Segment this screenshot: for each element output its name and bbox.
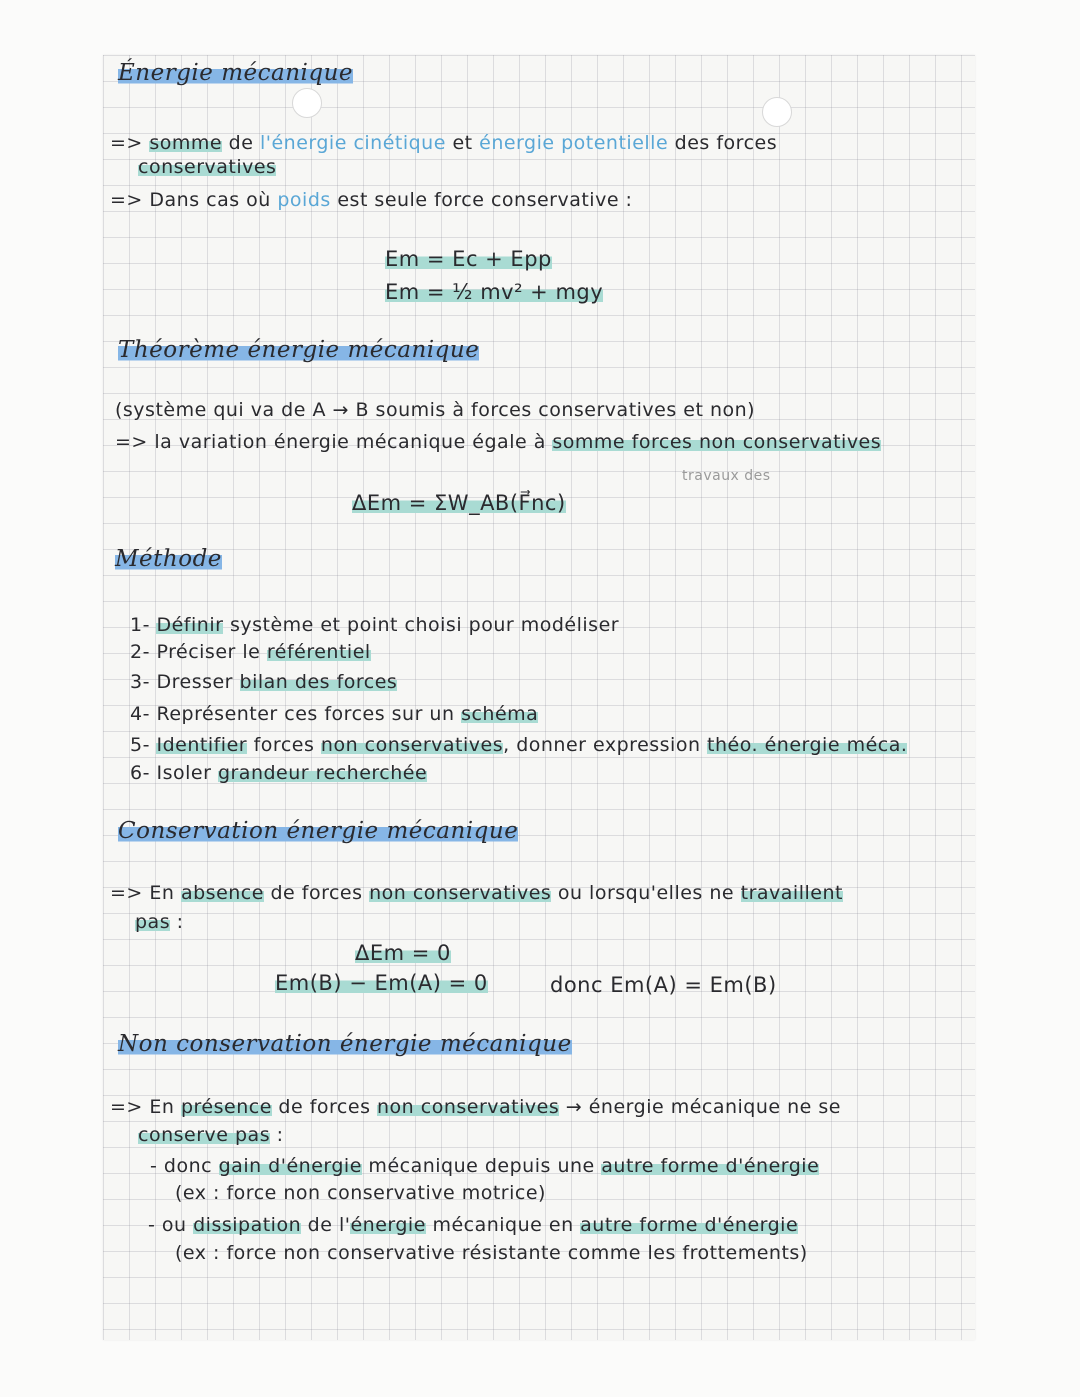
text-segment: , donner expression	[503, 734, 708, 756]
highlighted-text: autre forme d'énergie	[601, 1155, 820, 1177]
highlighted-text: bilan des forces	[239, 671, 398, 693]
equation-line	[355, 940, 451, 966]
text-segment: 5-	[130, 734, 157, 756]
text-segment: Non conservation énergie mécanique	[118, 1031, 572, 1057]
equation-line	[275, 970, 488, 996]
text-segment: (ex : force non conservative motrice)	[175, 1182, 546, 1204]
highlighted-text: présence	[180, 1096, 272, 1118]
equation-line	[352, 490, 566, 516]
highlighted-text: autre forme d'énergie	[580, 1214, 799, 1236]
text-segment: et	[445, 132, 480, 154]
equation-line	[385, 279, 603, 305]
text-segment: :	[170, 911, 184, 933]
highlighted-text: pas	[135, 911, 171, 933]
highlighted-text: schéma	[461, 703, 539, 725]
title-energie-mecanique	[118, 60, 353, 86]
text-line	[135, 909, 184, 935]
text-segment: 3- Dresser	[130, 671, 240, 693]
text-line	[130, 639, 371, 665]
blue-ink-text: poids	[277, 189, 331, 211]
text-segment: 1-	[130, 614, 157, 636]
text-line	[115, 429, 881, 455]
highlighted-text: somme	[149, 132, 223, 154]
text-line	[175, 1240, 808, 1266]
highlighted-text: somme forces non conservatives	[552, 431, 882, 453]
heading-non-conservation	[118, 1031, 572, 1057]
text-segment: travaux des	[682, 468, 771, 484]
text-segment: ou lorsqu'elles ne	[551, 882, 741, 904]
text-segment: => En	[110, 1096, 181, 1118]
equation-line	[385, 246, 552, 272]
text-line	[110, 187, 632, 213]
highlighted-text: grandeur recherchée	[217, 762, 428, 784]
text-segment: mécanique en	[425, 1214, 581, 1236]
blue-ink-text: énergie potentielle	[479, 132, 669, 154]
text-line	[115, 397, 755, 423]
highlighted-text: conserve pas	[138, 1124, 271, 1146]
text-segment: (ex : force non conservative résistante comme les frottements)	[175, 1242, 808, 1264]
text-line	[148, 1212, 798, 1238]
text-line	[130, 612, 619, 638]
highlighted-text: Définir	[156, 614, 224, 636]
highlighted-text: gain d'énergie	[218, 1155, 362, 1177]
text-segment: => Dans cas où	[110, 189, 278, 211]
highlighted-text: Identifier	[156, 734, 248, 756]
highlighted-text: absence	[180, 882, 264, 904]
text-segment: forces	[247, 734, 321, 756]
text-line	[110, 880, 843, 906]
text-segment: =>	[110, 132, 150, 154]
text-segment: donc Em(A) = Em(B)	[550, 973, 777, 997]
highlighted-text: dissipation	[193, 1214, 302, 1236]
heading-conservation	[118, 818, 518, 844]
highlighted-text: ΔEm = 0	[355, 941, 451, 965]
text-segment: de forces	[271, 1096, 378, 1118]
text-segment: des forces	[668, 132, 778, 154]
text-segment: de	[222, 132, 260, 154]
highlighted-text: travaillent	[740, 882, 843, 904]
text-line	[130, 701, 538, 727]
text-line	[110, 130, 777, 156]
highlighted-text: non conservatives	[320, 734, 504, 756]
text-segment: => la variation énergie mécanique égale à	[115, 431, 553, 453]
text-segment: → énergie mécanique ne se	[559, 1096, 841, 1118]
text-line	[110, 1094, 841, 1120]
note-line	[682, 463, 771, 489]
text-segment: => En	[110, 882, 181, 904]
text-segment: 4- Représenter ces forces sur un	[130, 703, 462, 725]
text-line	[150, 1153, 819, 1179]
highlighted-text: Em = Ec + Epp	[385, 247, 552, 271]
text-line	[138, 154, 276, 180]
text-line	[175, 1180, 546, 1206]
highlighted-text: Em = ½ mv² + mgy	[385, 280, 604, 304]
text-segment: Conservation énergie mécanique	[118, 818, 519, 844]
highlighted-text: référentiel	[266, 641, 371, 663]
equation-line	[550, 972, 777, 998]
text-line	[138, 1122, 284, 1148]
highlighted-text: non conservatives	[377, 1096, 560, 1118]
text-line	[130, 760, 427, 786]
text-segment: mécanique depuis une	[361, 1155, 602, 1177]
highlighted-text: non conservatives	[369, 882, 552, 904]
highlighted-text: Em(B) − Em(A) = 0	[275, 971, 488, 995]
text-line	[130, 669, 397, 695]
text-segment: :	[270, 1124, 284, 1146]
text-segment: Théorème énergie mécanique	[118, 337, 480, 363]
text-segment: - ou	[148, 1214, 194, 1236]
text-segment: 2- Préciser le	[130, 641, 267, 663]
text-line	[130, 732, 907, 758]
text-segment: système et point choisi pour modéliser	[223, 614, 620, 636]
text-segment: 6- Isoler	[130, 762, 218, 784]
punch-hole	[292, 88, 322, 118]
blue-ink-text: l'énergie cinétique	[259, 132, 446, 154]
punch-hole	[762, 97, 792, 127]
text-segment: (système qui va de A → B soumis à forces conservatives et non)	[115, 399, 756, 421]
text-segment: Méthode	[115, 546, 222, 572]
highlighted-text: ΔEm = ΣW_AB(F⃗nc)	[352, 491, 566, 515]
highlighted-text: conservatives	[138, 156, 277, 178]
text-segment: - donc	[150, 1155, 219, 1177]
highlighted-text: énergie	[350, 1214, 426, 1236]
text-segment: Énergie mécanique	[118, 60, 354, 86]
heading-theoreme	[118, 337, 479, 363]
text-segment: est seule force conservative :	[330, 189, 633, 211]
heading-methode	[115, 546, 222, 572]
highlighted-text: théo. énergie méca.	[707, 734, 908, 756]
text-segment: de forces	[263, 882, 370, 904]
text-segment: de l'	[301, 1214, 351, 1236]
